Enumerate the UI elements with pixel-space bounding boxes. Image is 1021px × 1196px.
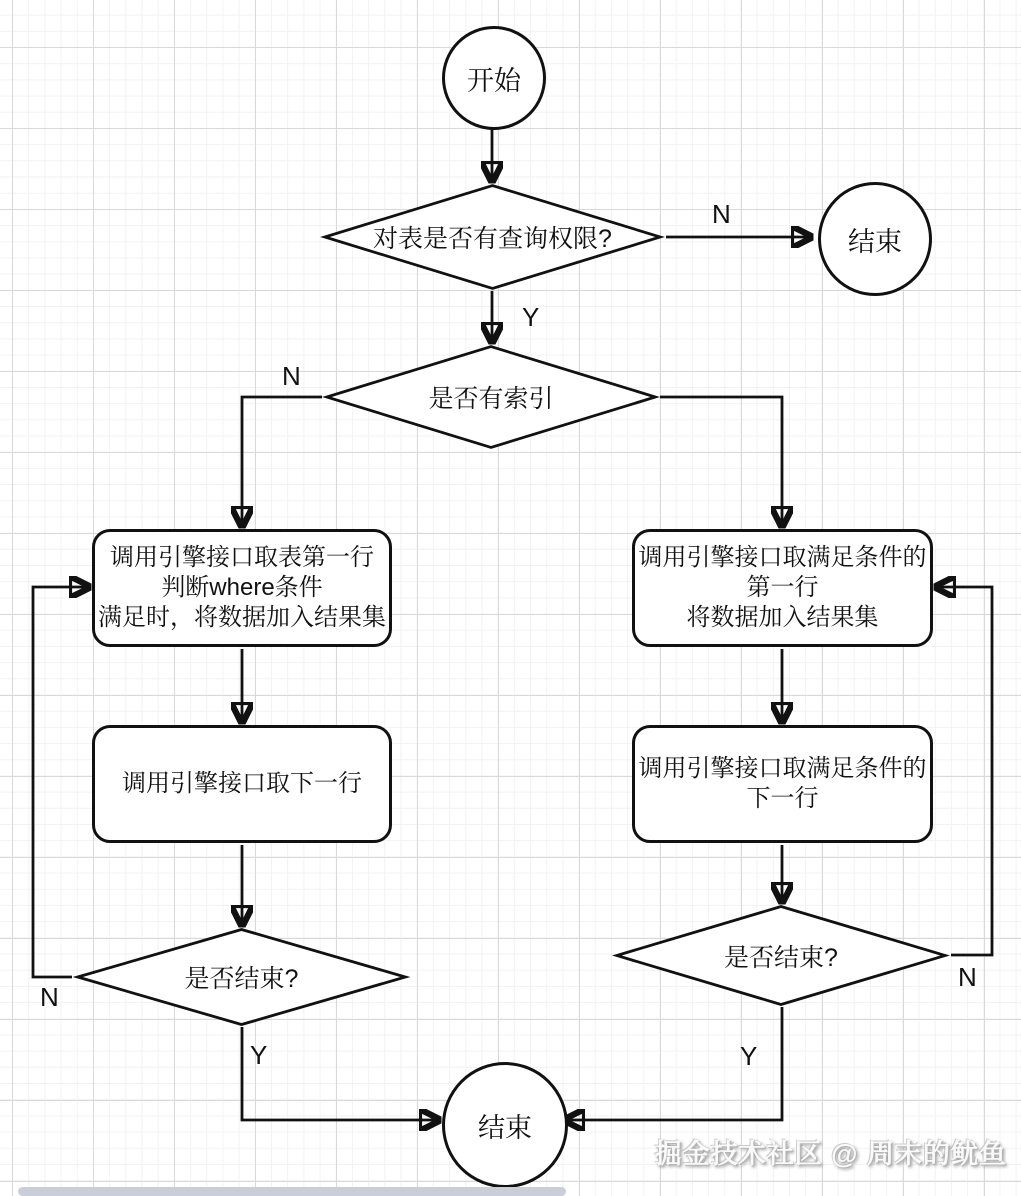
check-end-left-node bbox=[73, 928, 410, 1026]
index-next-row-node bbox=[632, 725, 933, 843]
box-line: 判断where条件 bbox=[161, 574, 323, 601]
check-index-label: 是否有索引 bbox=[428, 385, 554, 413]
horizontal-scrollbar-thumb[interactable] bbox=[18, 1187, 566, 1196]
check-end-left-label: 是否结束? bbox=[184, 965, 299, 993]
full-scan-first-row-node bbox=[92, 529, 392, 647]
box-line: 第一行 bbox=[746, 574, 819, 601]
check-permission-node bbox=[320, 184, 665, 290]
box-line: 调用引擎接口取表第一行 bbox=[110, 544, 374, 571]
edge-left-loop-back bbox=[33, 587, 88, 977]
box-line: 调用引擎接口取满足条件的 bbox=[638, 755, 927, 782]
edge-label-left-end-yes: Y bbox=[250, 1040, 268, 1070]
edge-index-yes-to-indexscan bbox=[660, 397, 782, 525]
edge-label-permission-yes: Y bbox=[522, 302, 540, 332]
edge-label-left-loop-no: N bbox=[40, 982, 59, 1012]
check-permission-label: 对表是否有查询权限? bbox=[373, 225, 612, 253]
edge-label-right-end-yes: Y bbox=[740, 1041, 758, 1071]
start-node bbox=[442, 26, 546, 130]
edge-index-no-to-fullscan bbox=[242, 397, 322, 525]
edge-label-index-no: N bbox=[282, 361, 301, 391]
box-line: 满足时，将数据加入结果集 bbox=[98, 604, 386, 631]
edge-label-permission-no: N bbox=[712, 199, 731, 229]
edge-right-loop-back bbox=[937, 587, 992, 955]
end-bottom-node bbox=[442, 1062, 568, 1188]
edge-left-yes-to-end bbox=[242, 1027, 438, 1120]
check-end-right-label: 是否结束? bbox=[724, 943, 838, 972]
check-index-node bbox=[322, 345, 660, 449]
start-label: 开始 bbox=[467, 65, 521, 96]
end-top-node bbox=[818, 182, 932, 296]
end-top-label: 结束 bbox=[848, 226, 902, 257]
box-line: 调用引擎接口取下一行 bbox=[122, 770, 362, 797]
index-first-row-node bbox=[632, 529, 933, 647]
box-line: 下一行 bbox=[746, 785, 819, 812]
box-line: 调用引擎接口取满足条件的 bbox=[638, 544, 927, 571]
full-scan-next-row-node bbox=[92, 725, 392, 843]
edge-label-right-loop-no: N bbox=[958, 962, 977, 992]
end-bottom-label: 结束 bbox=[478, 1112, 532, 1143]
watermark: 掘金技术社区 @ 周末的鱿鱼 bbox=[654, 1139, 1007, 1169]
check-end-right-node bbox=[612, 905, 950, 1006]
box-line: 将数据加入结果集 bbox=[686, 604, 879, 631]
